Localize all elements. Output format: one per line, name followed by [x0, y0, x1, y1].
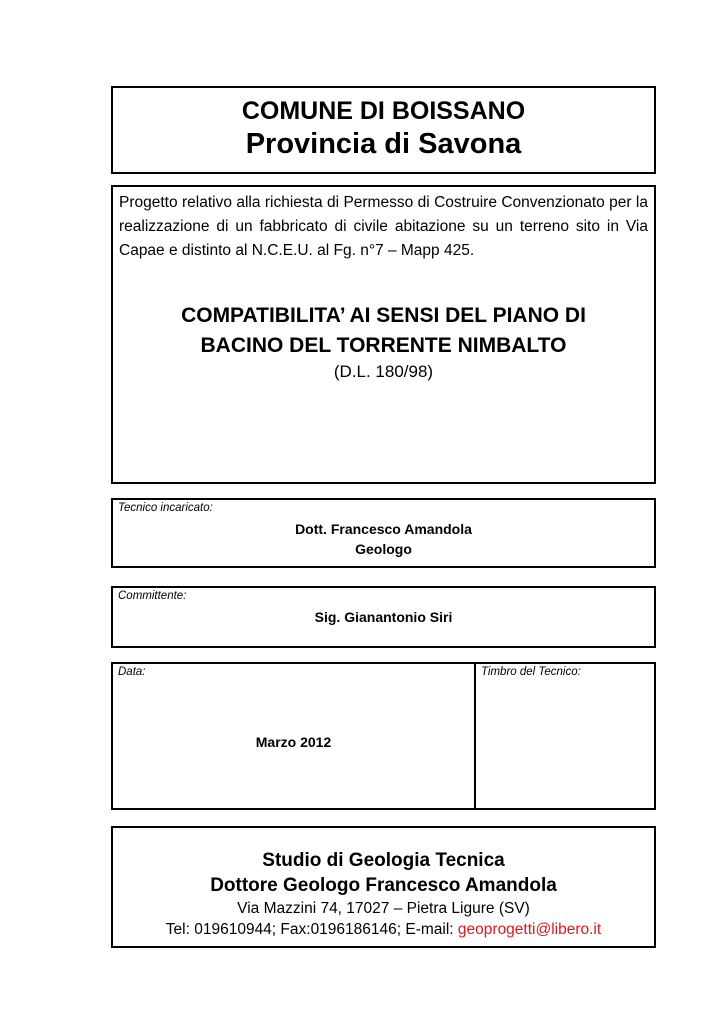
project-reference: (D.L. 180/98)	[333, 362, 434, 381]
project-box	[111, 185, 656, 484]
stamp-label: Timbro del Tecnico:	[481, 666, 581, 678]
technician-role: Geologo	[355, 541, 412, 557]
date-label: Data:	[118, 666, 146, 678]
municipality-title: COMUNE DI BOISSANO	[241, 97, 526, 125]
technician-name: Dott. Francesco Amandola	[295, 521, 472, 537]
project-title-line-2: BACINO DEL TORRENTE NIMBALTO	[200, 334, 567, 357]
project-description: Progetto relativo alla richiesta di Permesso di Costruire Convenzionato per la realizzazione di un fabbricato di civile abitazione su un terreno sito in Via Capae e distinto al N.C.E.U. al Fg. n°7 – Mapp 425.	[119, 194, 648, 259]
date-stamp-divider	[474, 664, 476, 808]
studio-person: Dottore Geologo Francesco Amandola	[210, 875, 557, 896]
studio-box	[111, 826, 656, 948]
province-subtitle: Provincia di Savona	[245, 128, 522, 160]
project-title	[119, 301, 648, 361]
project-title-line-1: COMPATIBILITA’ AI SENSI DEL PIANO DI	[181, 304, 586, 327]
studio-name: Studio di Geologia Tecnica	[262, 850, 505, 871]
header-box	[111, 86, 656, 174]
date-stamp-box	[111, 662, 656, 810]
studio-phone-fax: Tel: 019610944; Fax:0196186146; E-mail:	[165, 921, 458, 938]
technician-label: Tecnico incaricato:	[118, 502, 213, 514]
date-value: Marzo 2012	[255, 734, 332, 750]
client-label: Committente:	[118, 590, 187, 602]
studio-email-link[interactable]: geoprogetti@libero.it	[457, 921, 602, 938]
client-box	[111, 586, 656, 648]
technician-box	[111, 498, 656, 568]
client-name: Sig. Gianantonio Siri	[314, 609, 453, 625]
studio-address: Via Mazzini 74, 17027 – Pietra Ligure (SV)	[237, 900, 530, 917]
studio-contacts	[113, 919, 654, 940]
